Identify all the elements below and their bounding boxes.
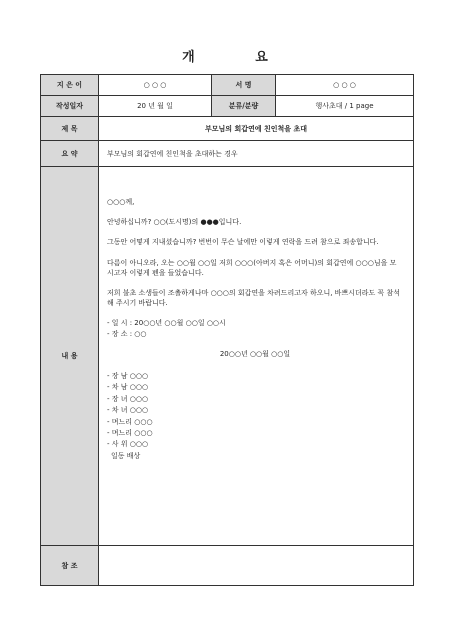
signer-item: - 차 남 ○○○ [107,383,149,392]
summary-value[interactable]: 부모님의 회갑연에 친인척을 초대하는 경우 [99,141,414,167]
letter-greeting: 안녕하십니까? ○○(도시명)의 ●●●입니다. [107,218,242,227]
signer-list [107,371,403,462]
letter-closing: 일동 배상 [111,451,141,460]
event-datetime: - 일 시 : 20○○년 ○○월 ○○일 ○○시 [107,319,226,328]
author-value[interactable]: ○ ○ ○ [99,75,212,96]
sign-value[interactable]: ○ ○ ○ [276,75,414,96]
author-label: 지 은 이 [41,75,99,96]
signer-item: - 며느리 ○○○ [107,417,153,426]
date-label: 작성일자 [41,96,99,117]
event-place: - 장 소 : ○○ [107,329,147,338]
category-label: 분류/분량 [212,96,276,117]
reference-value[interactable] [99,546,414,586]
summary-label: 요 약 [41,141,99,167]
signer-item: - 차 녀 ○○○ [107,406,149,415]
signer-item: - 며느리 ○○○ [107,429,153,438]
document-title: 개 요 [182,50,296,65]
signed-date: 20○○년 ○○월 ○○일 [219,349,291,358]
letter-paragraph-3: 저희 불초 소생들이 조촐하게나마 ○○○의 회갑연을 차려드리고자 하오니, 바쁘시더라도 꼭 참석해 주시기 바랍니다. [107,289,400,308]
subject-label: 제 목 [41,117,99,141]
letter-paragraph-1: 그동안 어떻게 지내셨습니까? 번번이 무슨 날에만 이렇게 연락을 드려 참으로 죄송합니다. [107,238,379,247]
signer-item: - 장 남 ○○○ [107,372,149,381]
signer-item: - 장 녀 ○○○ [107,394,149,403]
content-body[interactable] [99,167,414,546]
letter-paragraph-2: 다름이 아니오라, 오는 ○○월 ○○일 저희 ○○○(아버지 혹은 어머니)의 회갑연에 ○○○님을 모시고자 이렇게 펜을 들었습니다. [107,258,397,277]
sign-label: 서 명 [212,75,276,96]
reference-label: 참 조 [41,546,99,586]
category-value[interactable]: 행사초대 / 1 page [276,96,414,117]
overview-table [40,74,414,586]
date-value[interactable]: 20 년 월 일 [99,96,212,117]
subject-value[interactable]: 부모님의 회갑연에 친인척을 초대 [99,117,414,141]
letter-salutation: ○○○께, [107,198,135,206]
content-label: 내 용 [41,167,99,546]
signer-item: - 사 위 ○○○ [107,440,149,449]
